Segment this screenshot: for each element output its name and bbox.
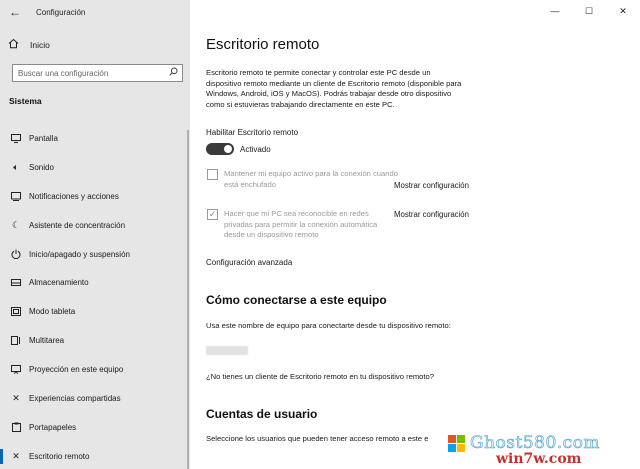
sidebar-item-escritorio-remoto[interactable] <box>0 442 186 469</box>
sidebar-item-label: Asistente de concentración <box>29 220 126 230</box>
keep-awake-label: Mantener mi equipo activo para la conexión cuando está enchufado <box>224 169 398 189</box>
watermark <box>448 431 640 469</box>
pc-name-blurred <box>206 346 248 355</box>
select-users-link[interactable]: Seleccione los usuarios que pueden tener acceso remoto a este e <box>206 434 429 443</box>
sidebar-nav <box>0 124 186 469</box>
toggle-state-label: Activado <box>240 145 271 154</box>
show-settings-link-2[interactable]: Mostrar configuración <box>394 210 469 219</box>
sidebar-item-label: Escritorio remoto <box>29 451 90 461</box>
show-settings-link-1[interactable]: Mostrar configuración <box>394 181 469 190</box>
sidebar-item-proyeccion[interactable] <box>0 355 186 384</box>
sidebar-item-pantalla[interactable] <box>0 124 186 153</box>
page-title: Escritorio remoto <box>206 36 320 53</box>
section-title: Sistema <box>9 96 42 106</box>
sidebar-item-inicio-apagado[interactable] <box>0 240 186 269</box>
tablet-icon <box>9 307 23 316</box>
connect-description: Usa este nombre de equipo para conectarte desde tu dispositivo remoto: <box>206 321 451 330</box>
page-description: Escritorio remoto te permite conectar y controlar este PC desde un dispositivo remoto mediante un cliente de Escritorio remoto (disponible para Windows, Android, iOS y MacOS). Podrás trabajar desde otro dispositivo como si estuvieras trabajando directamente en este PC. <box>206 68 462 109</box>
back-button[interactable] <box>0 0 30 24</box>
sidebar-item-almacenamiento[interactable] <box>0 268 186 297</box>
enable-label: Habilitar Escritorio remoto <box>206 128 299 137</box>
checkmark-icon: ✓ <box>208 209 217 219</box>
windows-flag-icon <box>448 435 466 453</box>
connect-heading: Cómo conectarse a este equipo <box>206 293 387 307</box>
sidebar-item-modo-tableta[interactable] <box>0 297 186 326</box>
notification-icon <box>9 192 23 201</box>
multitask-icon <box>9 336 23 345</box>
sidebar-item-label: Proyección en este equipo <box>29 365 124 375</box>
sidebar-item-home[interactable] <box>8 38 50 52</box>
monitor-icon <box>9 134 23 143</box>
keep-awake-checkbox[interactable] <box>207 169 218 180</box>
discoverable-label: Hacer que mi PC sea reconocible en redes privadas para permitir la conexión automática desde un dispositivo remoto <box>224 209 378 239</box>
sidebar-item-label: Notificaciones y acciones <box>29 191 119 201</box>
toggle-knob <box>224 145 232 153</box>
close-icon: ✕ <box>619 5 627 16</box>
sidebar-item-label: Sonido <box>29 162 54 172</box>
back-arrow-icon: ← <box>9 5 21 19</box>
search-icon[interactable] <box>169 67 178 78</box>
sidebar <box>0 0 190 469</box>
search-box[interactable] <box>12 64 183 82</box>
search-input[interactable] <box>18 69 168 78</box>
minimize-button[interactable] <box>538 0 572 22</box>
watermark-line2: win7w.com <box>496 451 582 467</box>
accounts-heading: Cuentas de usuario <box>206 407 318 421</box>
sidebar-item-sonido[interactable] <box>0 153 186 182</box>
sidebar-item-portapapeles[interactable] <box>0 413 186 442</box>
main-content <box>190 0 640 469</box>
speaker-icon: 🔈︎ <box>13 161 19 172</box>
no-client-link[interactable]: ¿No tienes un cliente de Escritorio remoto en tu dispositivo remoto? <box>206 372 434 381</box>
home-icon <box>8 38 22 52</box>
watermark-line1: Ghost580.com <box>470 433 601 453</box>
window-controls <box>538 0 640 22</box>
storage-icon <box>9 279 23 286</box>
home-label: Inicio <box>30 40 50 50</box>
title-bar <box>0 0 190 24</box>
share-icon: ✕ <box>12 392 20 403</box>
maximize-button[interactable] <box>572 0 606 22</box>
sidebar-item-label: Almacenamiento <box>29 278 89 288</box>
sidebar-item-label: Pantalla <box>29 133 58 143</box>
minimize-icon: — <box>550 6 560 16</box>
remote-icon: ✕ <box>12 450 20 461</box>
sidebar-item-label: Inicio/apagado y suspensión <box>29 249 130 259</box>
sidebar-item-label: Portapapeles <box>29 422 77 432</box>
app-title: Configuración <box>36 7 86 17</box>
discoverable-checkbox[interactable] <box>207 209 218 220</box>
close-button[interactable] <box>606 0 640 22</box>
power-icon <box>9 249 23 259</box>
moon-icon: ☾ <box>11 219 21 230</box>
sidebar-item-multitarea[interactable] <box>0 326 186 355</box>
sidebar-item-label: Experiencias compartidas <box>29 393 121 403</box>
sidebar-scrollbar[interactable] <box>187 130 189 469</box>
sidebar-item-label: Modo tableta <box>29 307 76 317</box>
enable-remote-toggle[interactable] <box>206 143 234 155</box>
maximize-icon: ☐ <box>584 5 594 16</box>
sidebar-item-concentracion[interactable] <box>0 211 186 240</box>
advanced-settings-link[interactable]: Configuración avanzada <box>206 258 293 267</box>
sidebar-item-notificaciones[interactable] <box>0 182 186 211</box>
projector-icon <box>9 365 23 374</box>
sidebar-item-label: Multitarea <box>29 336 65 346</box>
clipboard-icon <box>9 422 23 432</box>
sidebar-item-experiencias[interactable] <box>0 384 186 413</box>
